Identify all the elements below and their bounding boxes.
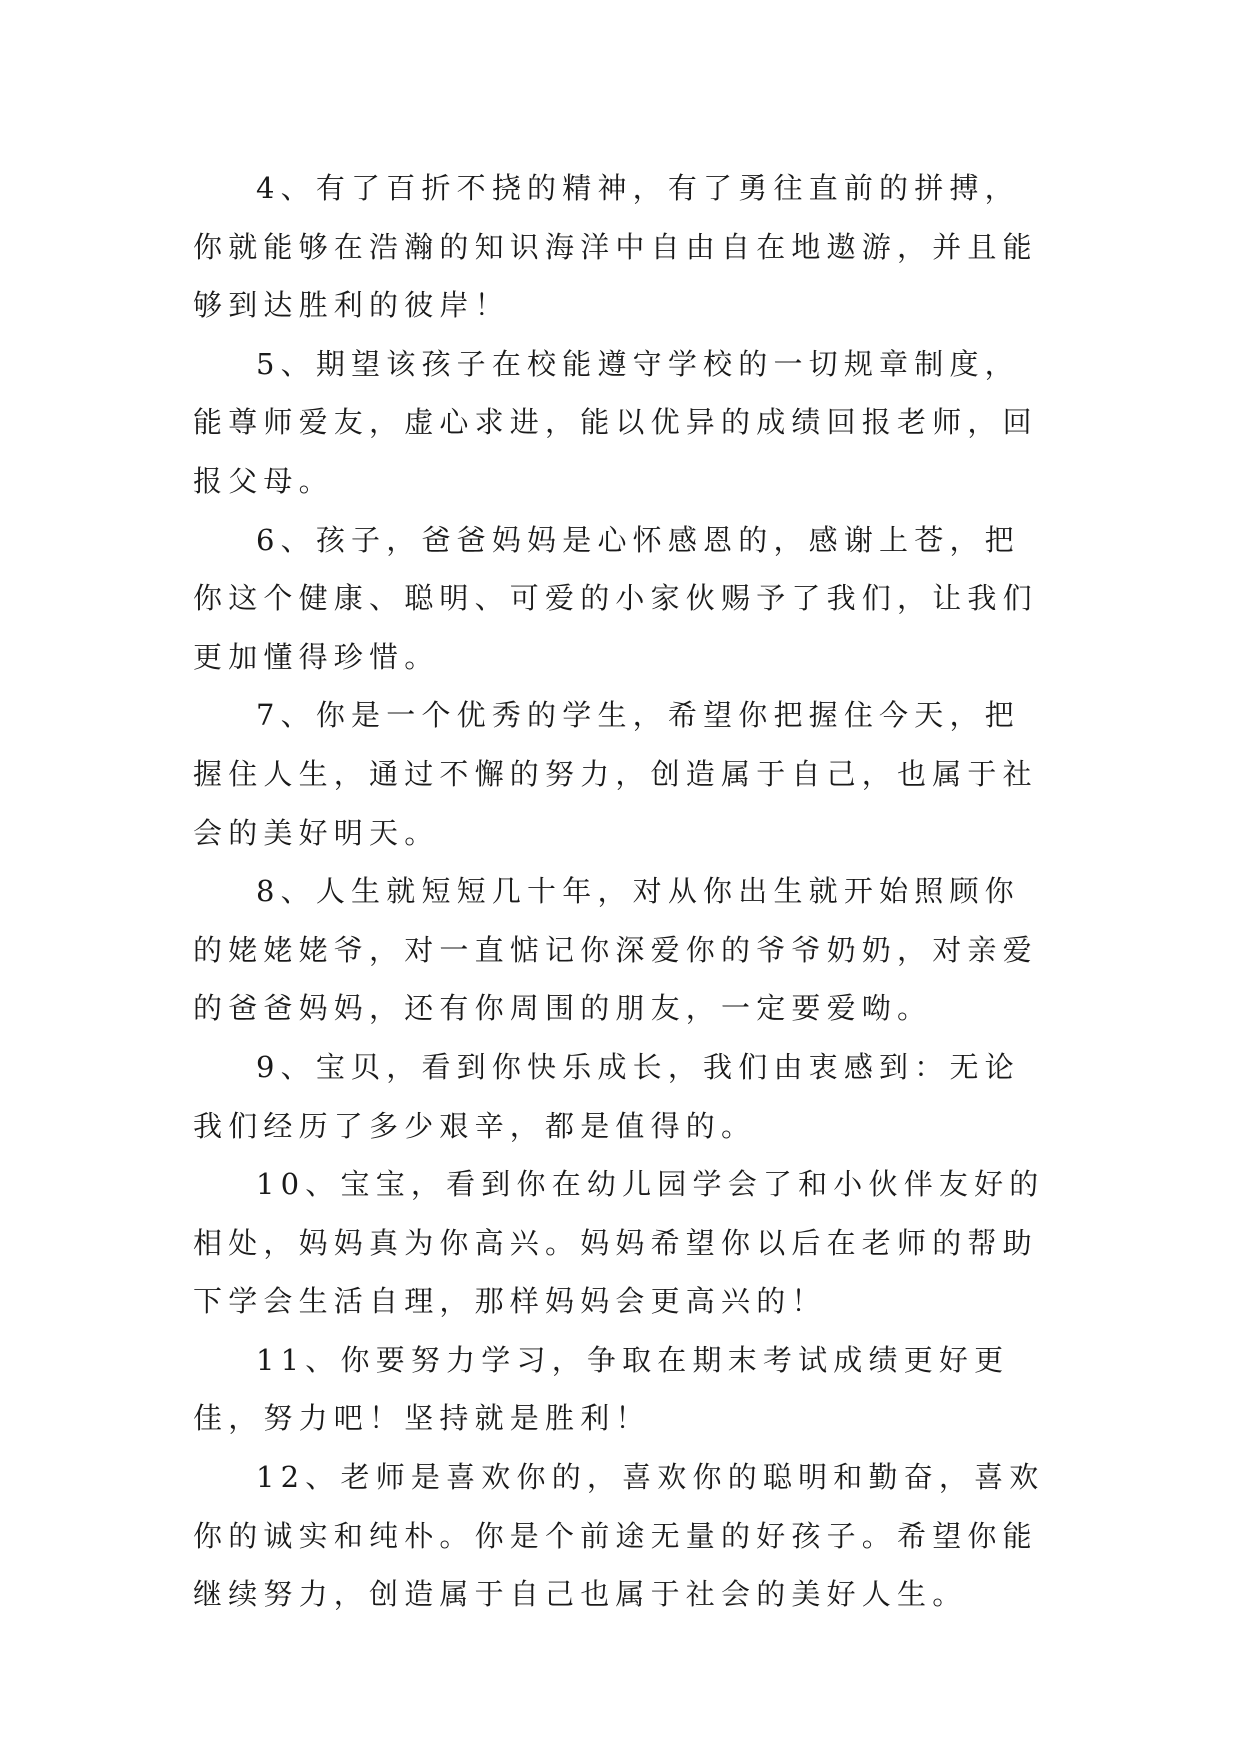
paragraph-7: 7、你是一个优秀的学生，希望你把握住今天，把握住人生，通过不懈的努力，创造属于自己，也属于社会的美好明天。 [193, 698, 1038, 850]
paragraph-4: 4、有了百折不挠的精神，有了勇往直前的拼搏，你就能够在浩瀚的知识海洋中自由自在地遨游，并且能够到达胜利的彼岸！ [193, 171, 1038, 323]
document-body [193, 159, 1053, 1624]
paragraph-6: 6、孩子，爸爸妈妈是心怀感恩的，感谢上苍，把你这个健康、聪明、可爱的小家伙赐予了我们，让我们更加懂得珍惜。 [193, 522, 1038, 674]
paragraph-5: 5、期望该孩子在校能遵守学校的一切规章制度，能尊师爱友，虚心求进，能以优异的成绩回报老师，回报父母。 [193, 346, 1038, 498]
paragraph-8: 8、人生就短短几十年，对从你出生就开始照顾你的姥姥姥爷，对一直惦记你深爱你的爷爷奶奶，对亲爱的爸爸妈妈，还有你周围的朋友，一定要爱呦。 [193, 874, 1038, 1026]
paragraph-10: 10、宝宝，看到你在幼儿园学会了和小伙伴友好的相处，妈妈真为你高兴。妈妈希望你以后在老师的帮助下学会生活自理，那样妈妈会更高兴的！ [193, 1167, 1045, 1319]
paragraph-9: 9、宝贝，看到你快乐成长，我们由衷感到：无论我们经历了多少艰辛，都是值得的。 [193, 1049, 1020, 1143]
paragraph-11: 11、你要努力学习，争取在期末考试成绩更好更佳，努力吧！坚持就是胜利！ [193, 1342, 1010, 1436]
paragraph-12: 12、老师是喜欢你的，喜欢你的聪明和勤奋，喜欢你的诚实和纯朴。你是个前途无量的好孩子。希望你能继续努力，创造属于自己也属于社会的美好人生。 [193, 1460, 1045, 1612]
